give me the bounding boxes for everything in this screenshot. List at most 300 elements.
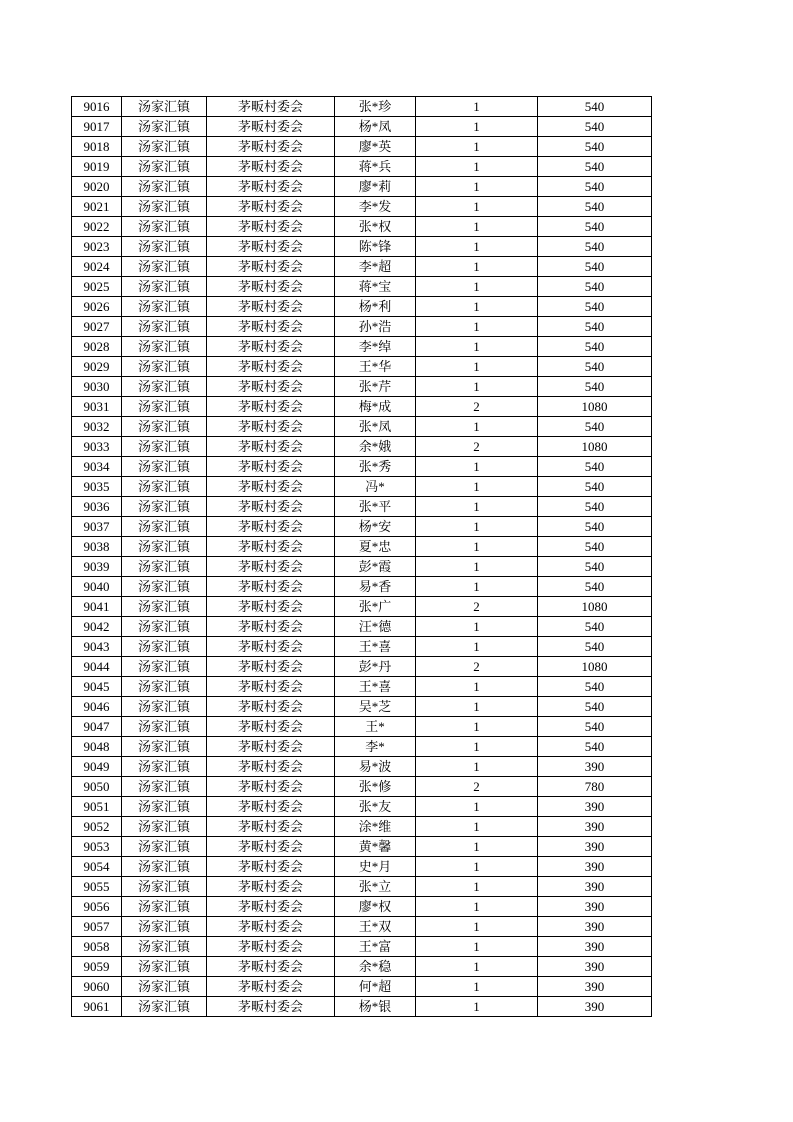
table-row: [72, 777, 652, 797]
name-cell: 王*喜: [335, 677, 416, 697]
table-row: [72, 737, 652, 757]
name-cell: 蒋*宝: [335, 277, 416, 297]
name-cell: 廖*英: [335, 137, 416, 157]
row-id-cell: 9050: [72, 777, 122, 797]
row-id-cell: 9030: [72, 377, 122, 397]
row-id-cell: 9028: [72, 337, 122, 357]
amount-cell: 540: [538, 737, 652, 757]
row-id-cell: 9016: [72, 97, 122, 117]
amount-cell: 540: [538, 177, 652, 197]
row-id-cell: 9041: [72, 597, 122, 617]
roster-table-body: [72, 97, 652, 1017]
village-committee-cell: 茅畈村委会: [207, 837, 335, 857]
village-committee-cell: 茅畈村委会: [207, 137, 335, 157]
row-id-cell: 9022: [72, 217, 122, 237]
row-id-cell: 9035: [72, 477, 122, 497]
amount-cell: 390: [538, 857, 652, 877]
row-id-cell: 9044: [72, 657, 122, 677]
name-cell: 张*友: [335, 797, 416, 817]
row-id-cell: 9033: [72, 437, 122, 457]
village-committee-cell: 茅畈村委会: [207, 297, 335, 317]
count-cell: 1: [416, 257, 538, 277]
village-committee-cell: 茅畈村委会: [207, 277, 335, 297]
count-cell: 1: [416, 677, 538, 697]
amount-cell: 390: [538, 917, 652, 937]
row-id-cell: 9026: [72, 297, 122, 317]
table-row: [72, 317, 652, 337]
row-id-cell: 9053: [72, 837, 122, 857]
town-cell: 汤家汇镇: [122, 557, 207, 577]
name-cell: 涂*维: [335, 817, 416, 837]
name-cell: 史*月: [335, 857, 416, 877]
row-id-cell: 9040: [72, 577, 122, 597]
count-cell: 1: [416, 177, 538, 197]
town-cell: 汤家汇镇: [122, 537, 207, 557]
town-cell: 汤家汇镇: [122, 957, 207, 977]
count-cell: 1: [416, 357, 538, 377]
count-cell: 1: [416, 797, 538, 817]
table-row: [72, 217, 652, 237]
row-id-cell: 9034: [72, 457, 122, 477]
row-id-cell: 9045: [72, 677, 122, 697]
town-cell: 汤家汇镇: [122, 717, 207, 737]
town-cell: 汤家汇镇: [122, 217, 207, 237]
town-cell: 汤家汇镇: [122, 817, 207, 837]
row-id-cell: 9031: [72, 397, 122, 417]
table-row: [72, 617, 652, 637]
name-cell: 张*秀: [335, 457, 416, 477]
name-cell: 张*珍: [335, 97, 416, 117]
count-cell: 1: [416, 417, 538, 437]
village-committee-cell: 茅畈村委会: [207, 597, 335, 617]
row-id-cell: 9051: [72, 797, 122, 817]
name-cell: 李*: [335, 737, 416, 757]
village-committee-cell: 茅畈村委会: [207, 877, 335, 897]
name-cell: 易*波: [335, 757, 416, 777]
table-row: [72, 117, 652, 137]
table-row: [72, 637, 652, 657]
name-cell: 易*香: [335, 577, 416, 597]
row-id-cell: 9038: [72, 537, 122, 557]
count-cell: 1: [416, 137, 538, 157]
name-cell: 夏*忠: [335, 537, 416, 557]
table-row: [72, 537, 652, 557]
count-cell: 1: [416, 117, 538, 137]
row-id-cell: 9027: [72, 317, 122, 337]
count-cell: 1: [416, 857, 538, 877]
table-row: [72, 597, 652, 617]
table-row: [72, 277, 652, 297]
village-committee-cell: 茅畈村委会: [207, 757, 335, 777]
table-row: [72, 377, 652, 397]
count-cell: 1: [416, 837, 538, 857]
village-committee-cell: 茅畈村委会: [207, 697, 335, 717]
row-id-cell: 9025: [72, 277, 122, 297]
town-cell: 汤家汇镇: [122, 797, 207, 817]
village-committee-cell: 茅畈村委会: [207, 737, 335, 757]
name-cell: 廖*莉: [335, 177, 416, 197]
amount-cell: 390: [538, 877, 652, 897]
table-row: [72, 697, 652, 717]
amount-cell: 540: [538, 277, 652, 297]
table-row: [72, 157, 652, 177]
count-cell: 1: [416, 197, 538, 217]
table-row: [72, 517, 652, 537]
village-committee-cell: 茅畈村委会: [207, 257, 335, 277]
count-cell: 1: [416, 317, 538, 337]
amount-cell: 390: [538, 897, 652, 917]
name-cell: 李*绰: [335, 337, 416, 357]
amount-cell: 540: [538, 117, 652, 137]
name-cell: 杨*凤: [335, 117, 416, 137]
count-cell: 1: [416, 217, 538, 237]
name-cell: 吴*芝: [335, 697, 416, 717]
table-row: [72, 477, 652, 497]
name-cell: 陈*锋: [335, 237, 416, 257]
town-cell: 汤家汇镇: [122, 697, 207, 717]
amount-cell: 1080: [538, 657, 652, 677]
village-committee-cell: 茅畈村委会: [207, 457, 335, 477]
table-row: [72, 357, 652, 377]
name-cell: 张*平: [335, 497, 416, 517]
name-cell: 杨*银: [335, 997, 416, 1017]
village-committee-cell: 茅畈村委会: [207, 897, 335, 917]
table-row: [72, 417, 652, 437]
amount-cell: 540: [538, 477, 652, 497]
count-cell: 2: [416, 597, 538, 617]
amount-cell: 540: [538, 417, 652, 437]
count-cell: 1: [416, 697, 538, 717]
village-committee-cell: 茅畈村委会: [207, 417, 335, 437]
village-committee-cell: 茅畈村委会: [207, 557, 335, 577]
count-cell: 2: [416, 397, 538, 417]
table-row: [72, 837, 652, 857]
amount-cell: 780: [538, 777, 652, 797]
count-cell: 1: [416, 937, 538, 957]
row-id-cell: 9018: [72, 137, 122, 157]
town-cell: 汤家汇镇: [122, 837, 207, 857]
count-cell: 1: [416, 717, 538, 737]
village-committee-cell: 茅畈村委会: [207, 817, 335, 837]
name-cell: 孙*浩: [335, 317, 416, 337]
roster-table: [71, 96, 652, 1017]
amount-cell: 540: [538, 617, 652, 637]
amount-cell: 540: [538, 697, 652, 717]
amount-cell: 540: [538, 337, 652, 357]
row-id-cell: 9017: [72, 117, 122, 137]
town-cell: 汤家汇镇: [122, 657, 207, 677]
table-row: [72, 337, 652, 357]
amount-cell: 540: [538, 197, 652, 217]
amount-cell: 540: [538, 577, 652, 597]
town-cell: 汤家汇镇: [122, 857, 207, 877]
table-row: [72, 677, 652, 697]
village-committee-cell: 茅畈村委会: [207, 657, 335, 677]
count-cell: 1: [416, 877, 538, 897]
count-cell: 2: [416, 437, 538, 457]
amount-cell: 540: [538, 257, 652, 277]
count-cell: 1: [416, 617, 538, 637]
table-row: [72, 997, 652, 1017]
row-id-cell: 9020: [72, 177, 122, 197]
name-cell: 王*喜: [335, 637, 416, 657]
village-committee-cell: 茅畈村委会: [207, 717, 335, 737]
row-id-cell: 9042: [72, 617, 122, 637]
village-committee-cell: 茅畈村委会: [207, 237, 335, 257]
table-row: [72, 137, 652, 157]
count-cell: 1: [416, 997, 538, 1017]
name-cell: 李*超: [335, 257, 416, 277]
village-committee-cell: 茅畈村委会: [207, 777, 335, 797]
town-cell: 汤家汇镇: [122, 277, 207, 297]
count-cell: 1: [416, 737, 538, 757]
row-id-cell: 9055: [72, 877, 122, 897]
table-row: [72, 397, 652, 417]
village-committee-cell: 茅畈村委会: [207, 477, 335, 497]
village-committee-cell: 茅畈村委会: [207, 117, 335, 137]
row-id-cell: 9019: [72, 157, 122, 177]
amount-cell: 540: [538, 237, 652, 257]
row-id-cell: 9039: [72, 557, 122, 577]
town-cell: 汤家汇镇: [122, 577, 207, 597]
count-cell: 2: [416, 777, 538, 797]
name-cell: 汪*德: [335, 617, 416, 637]
count-cell: 1: [416, 977, 538, 997]
table-row: [72, 177, 652, 197]
town-cell: 汤家汇镇: [122, 97, 207, 117]
count-cell: 1: [416, 917, 538, 937]
table-row: [72, 557, 652, 577]
amount-cell: 390: [538, 957, 652, 977]
table-row: [72, 237, 652, 257]
town-cell: 汤家汇镇: [122, 617, 207, 637]
table-row: [72, 497, 652, 517]
town-cell: 汤家汇镇: [122, 877, 207, 897]
town-cell: 汤家汇镇: [122, 137, 207, 157]
count-cell: 1: [416, 557, 538, 577]
name-cell: 梅*成: [335, 397, 416, 417]
row-id-cell: 9021: [72, 197, 122, 217]
village-committee-cell: 茅畈村委会: [207, 397, 335, 417]
name-cell: 彭*丹: [335, 657, 416, 677]
row-id-cell: 9032: [72, 417, 122, 437]
amount-cell: 540: [538, 377, 652, 397]
town-cell: 汤家汇镇: [122, 297, 207, 317]
village-committee-cell: 茅畈村委会: [207, 917, 335, 937]
count-cell: 1: [416, 457, 538, 477]
village-committee-cell: 茅畈村委会: [207, 177, 335, 197]
name-cell: 余*稳: [335, 957, 416, 977]
name-cell: 杨*利: [335, 297, 416, 317]
name-cell: 蒋*兵: [335, 157, 416, 177]
row-id-cell: 9054: [72, 857, 122, 877]
village-committee-cell: 茅畈村委会: [207, 97, 335, 117]
count-cell: 1: [416, 817, 538, 837]
village-committee-cell: 茅畈村委会: [207, 337, 335, 357]
town-cell: 汤家汇镇: [122, 157, 207, 177]
village-committee-cell: 茅畈村委会: [207, 157, 335, 177]
village-committee-cell: 茅畈村委会: [207, 677, 335, 697]
amount-cell: 540: [538, 537, 652, 557]
table-row: [72, 977, 652, 997]
count-cell: 1: [416, 537, 538, 557]
name-cell: 张*凤: [335, 417, 416, 437]
table-row: [72, 297, 652, 317]
row-id-cell: 9047: [72, 717, 122, 737]
town-cell: 汤家汇镇: [122, 237, 207, 257]
amount-cell: 390: [538, 997, 652, 1017]
town-cell: 汤家汇镇: [122, 897, 207, 917]
town-cell: 汤家汇镇: [122, 357, 207, 377]
amount-cell: 540: [538, 637, 652, 657]
amount-cell: 1080: [538, 397, 652, 417]
name-cell: 杨*安: [335, 517, 416, 537]
table-row: [72, 257, 652, 277]
amount-cell: 390: [538, 797, 652, 817]
town-cell: 汤家汇镇: [122, 497, 207, 517]
amount-cell: 390: [538, 837, 652, 857]
amount-cell: 540: [538, 677, 652, 697]
name-cell: 张*修: [335, 777, 416, 797]
table-row: [72, 717, 652, 737]
village-committee-cell: 茅畈村委会: [207, 437, 335, 457]
table-row: [72, 197, 652, 217]
count-cell: 1: [416, 297, 538, 317]
table-row: [72, 957, 652, 977]
count-cell: 1: [416, 157, 538, 177]
town-cell: 汤家汇镇: [122, 737, 207, 757]
table-row: [72, 457, 652, 477]
row-id-cell: 9048: [72, 737, 122, 757]
row-id-cell: 9049: [72, 757, 122, 777]
row-id-cell: 9052: [72, 817, 122, 837]
town-cell: 汤家汇镇: [122, 457, 207, 477]
town-cell: 汤家汇镇: [122, 997, 207, 1017]
amount-cell: 540: [538, 157, 652, 177]
amount-cell: 390: [538, 937, 652, 957]
table-row: [72, 577, 652, 597]
count-cell: 1: [416, 637, 538, 657]
village-committee-cell: 茅畈村委会: [207, 937, 335, 957]
name-cell: 王*华: [335, 357, 416, 377]
amount-cell: 540: [538, 357, 652, 377]
town-cell: 汤家汇镇: [122, 677, 207, 697]
table-row: [72, 97, 652, 117]
row-id-cell: 9043: [72, 637, 122, 657]
row-id-cell: 9057: [72, 917, 122, 937]
amount-cell: 540: [538, 317, 652, 337]
count-cell: 1: [416, 897, 538, 917]
village-committee-cell: 茅畈村委会: [207, 617, 335, 637]
table-row: [72, 817, 652, 837]
amount-cell: 390: [538, 817, 652, 837]
town-cell: 汤家汇镇: [122, 197, 207, 217]
table-row: [72, 877, 652, 897]
count-cell: 1: [416, 957, 538, 977]
village-committee-cell: 茅畈村委会: [207, 537, 335, 557]
village-committee-cell: 茅畈村委会: [207, 797, 335, 817]
town-cell: 汤家汇镇: [122, 757, 207, 777]
amount-cell: 540: [538, 297, 652, 317]
amount-cell: 540: [538, 97, 652, 117]
town-cell: 汤家汇镇: [122, 777, 207, 797]
village-committee-cell: 茅畈村委会: [207, 357, 335, 377]
village-committee-cell: 茅畈村委会: [207, 517, 335, 537]
amount-cell: 540: [538, 557, 652, 577]
town-cell: 汤家汇镇: [122, 937, 207, 957]
name-cell: 冯*: [335, 477, 416, 497]
table-row: [72, 757, 652, 777]
amount-cell: 540: [538, 457, 652, 477]
village-committee-cell: 茅畈村委会: [207, 637, 335, 657]
count-cell: 1: [416, 757, 538, 777]
amount-cell: 540: [538, 517, 652, 537]
town-cell: 汤家汇镇: [122, 477, 207, 497]
town-cell: 汤家汇镇: [122, 597, 207, 617]
name-cell: 王*双: [335, 917, 416, 937]
table-row: [72, 897, 652, 917]
village-committee-cell: 茅畈村委会: [207, 997, 335, 1017]
name-cell: 王*富: [335, 937, 416, 957]
name-cell: 张*芹: [335, 377, 416, 397]
row-id-cell: 9029: [72, 357, 122, 377]
table-row: [72, 857, 652, 877]
town-cell: 汤家汇镇: [122, 377, 207, 397]
row-id-cell: 9060: [72, 977, 122, 997]
row-id-cell: 9058: [72, 937, 122, 957]
amount-cell: 1080: [538, 437, 652, 457]
name-cell: 张*立: [335, 877, 416, 897]
table-row: [72, 437, 652, 457]
village-committee-cell: 茅畈村委会: [207, 197, 335, 217]
town-cell: 汤家汇镇: [122, 917, 207, 937]
name-cell: 张*广: [335, 597, 416, 617]
row-id-cell: 9056: [72, 897, 122, 917]
amount-cell: 390: [538, 977, 652, 997]
table-row: [72, 797, 652, 817]
count-cell: 1: [416, 577, 538, 597]
village-committee-cell: 茅畈村委会: [207, 577, 335, 597]
village-committee-cell: 茅畈村委会: [207, 857, 335, 877]
town-cell: 汤家汇镇: [122, 257, 207, 277]
amount-cell: 540: [538, 717, 652, 737]
name-cell: 张*权: [335, 217, 416, 237]
name-cell: 余*娥: [335, 437, 416, 457]
town-cell: 汤家汇镇: [122, 177, 207, 197]
count-cell: 1: [416, 97, 538, 117]
village-committee-cell: 茅畈村委会: [207, 497, 335, 517]
town-cell: 汤家汇镇: [122, 437, 207, 457]
town-cell: 汤家汇镇: [122, 977, 207, 997]
name-cell: 彭*霞: [335, 557, 416, 577]
table-row: [72, 937, 652, 957]
village-committee-cell: 茅畈村委会: [207, 957, 335, 977]
amount-cell: 540: [538, 217, 652, 237]
village-committee-cell: 茅畈村委会: [207, 217, 335, 237]
village-committee-cell: 茅畈村委会: [207, 317, 335, 337]
name-cell: 何*超: [335, 977, 416, 997]
count-cell: 1: [416, 517, 538, 537]
table-row: [72, 657, 652, 677]
town-cell: 汤家汇镇: [122, 317, 207, 337]
amount-cell: 540: [538, 497, 652, 517]
count-cell: 1: [416, 477, 538, 497]
name-cell: 黄*馨: [335, 837, 416, 857]
row-id-cell: 9059: [72, 957, 122, 977]
town-cell: 汤家汇镇: [122, 117, 207, 137]
count-cell: 1: [416, 277, 538, 297]
name-cell: 廖*权: [335, 897, 416, 917]
